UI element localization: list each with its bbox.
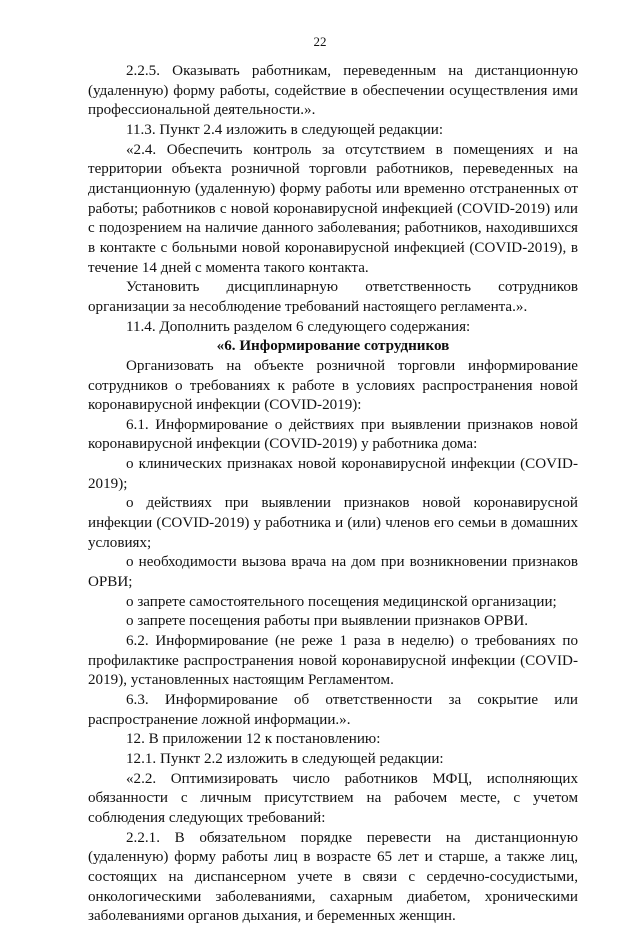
paragraph-11-3: 11.3. Пункт 2.4 изложить в следующей редакции: <box>126 121 444 138</box>
paragraph-2-2-1: 2.2.1. В обязательном порядке перевести на дистанционную (удаленную) форму работы лиц в возрасте 65 лет и старше, а также лиц, состоящих на диспансерном учете в связи с сердечно-сосудистыми, онкологическими заболеваниями, сахарным диабетом, хроническими заболеваниями органов дыхания, и беременных женщин. <box>88 829 578 925</box>
paragraph-2-2: «2.2. Оптимизировать число работников МФЦ, исполняющих обязанности с личным присутствием на рабочем месте, с учетом соблюдения следующих требований: <box>88 770 578 826</box>
section-heading: «6. Информирование сотрудников <box>216 338 450 355</box>
page-number: 22 <box>313 34 327 49</box>
paragraph-6-2: 6.2. Информирование (не реже 1 раза в неделю) о требованиях по профилактике распространения новой коронавирусной инфекции (COVID-2019), установленных настоящим Регламентом. <box>88 633 578 689</box>
paragraph-11-4: 11.4. Дополнить разделом 6 следующего содержания: <box>126 318 471 335</box>
list-item-doctor: о необходимости вызова врача на дом при возникновении признаков ОРВИ; <box>88 554 578 591</box>
list-item-no-work: о запрете посещения работы при выявлении признаков ОРВИ. <box>126 613 529 630</box>
paragraph-organize: Организовать на объекте розничной торговли информирование сотрудников о требованиях к работе в условиях распространения новой коронавирусной инфекции (COVID-2019): <box>88 357 578 414</box>
paragraph-2-2-5: 2.2.5. Оказывать работникам, переведенным на дистанционную (удаленную) форму работы, содействие в обеспечении осуществления ими профессиональной деятельности.». <box>88 63 578 119</box>
paragraph-12-1: 12.1. Пункт 2.2 изложить в следующей редакции: <box>126 750 444 767</box>
list-item-no-clinic: о запрете самостоятельного посещения медицинской организации; <box>126 593 557 610</box>
document-body <box>88 62 578 927</box>
list-item-clinical: о клинических признаках новой коронавирусной инфекции (COVID-2019); <box>88 456 578 492</box>
list-item-actions: о действиях при выявлении признаков новой коронавирусной инфекции (COVID-2019) у работника и (или) членов его семьи в домашних условиях; <box>88 495 578 551</box>
paragraph-6-1: 6.1. Информирование о действиях при выявлении признаков новой коронавирусной инфекции (COVID-2019) у работника дома: <box>88 416 578 453</box>
paragraph-12: 12. В приложении 12 к постановлению: <box>126 731 381 748</box>
paragraph-2-4: «2.4. Обеспечить контроль за отсутствием в помещениях и на территории объекта розничной торговли работников, переведенных на дистанционную (удаленную) форму работы или временно отстраненных от работы; работников с новой коронавирусной инфекцией (COVID-2019) или с подозрением на наличие данного заболевания; работников, находившихся в контакте с больными новой коронавирусной инфекцией (COVID-2019), в течение 14 дней с момента такого контакта. <box>88 141 578 276</box>
paragraph-discipline: Установить дисциплинарную ответственность сотрудников организации за несоблюдение требований настоящего регламента.». <box>88 279 578 315</box>
paragraph-6-3: 6.3. Информирование об ответственности за сокрытие или распространение ложной информации.». <box>88 692 578 728</box>
